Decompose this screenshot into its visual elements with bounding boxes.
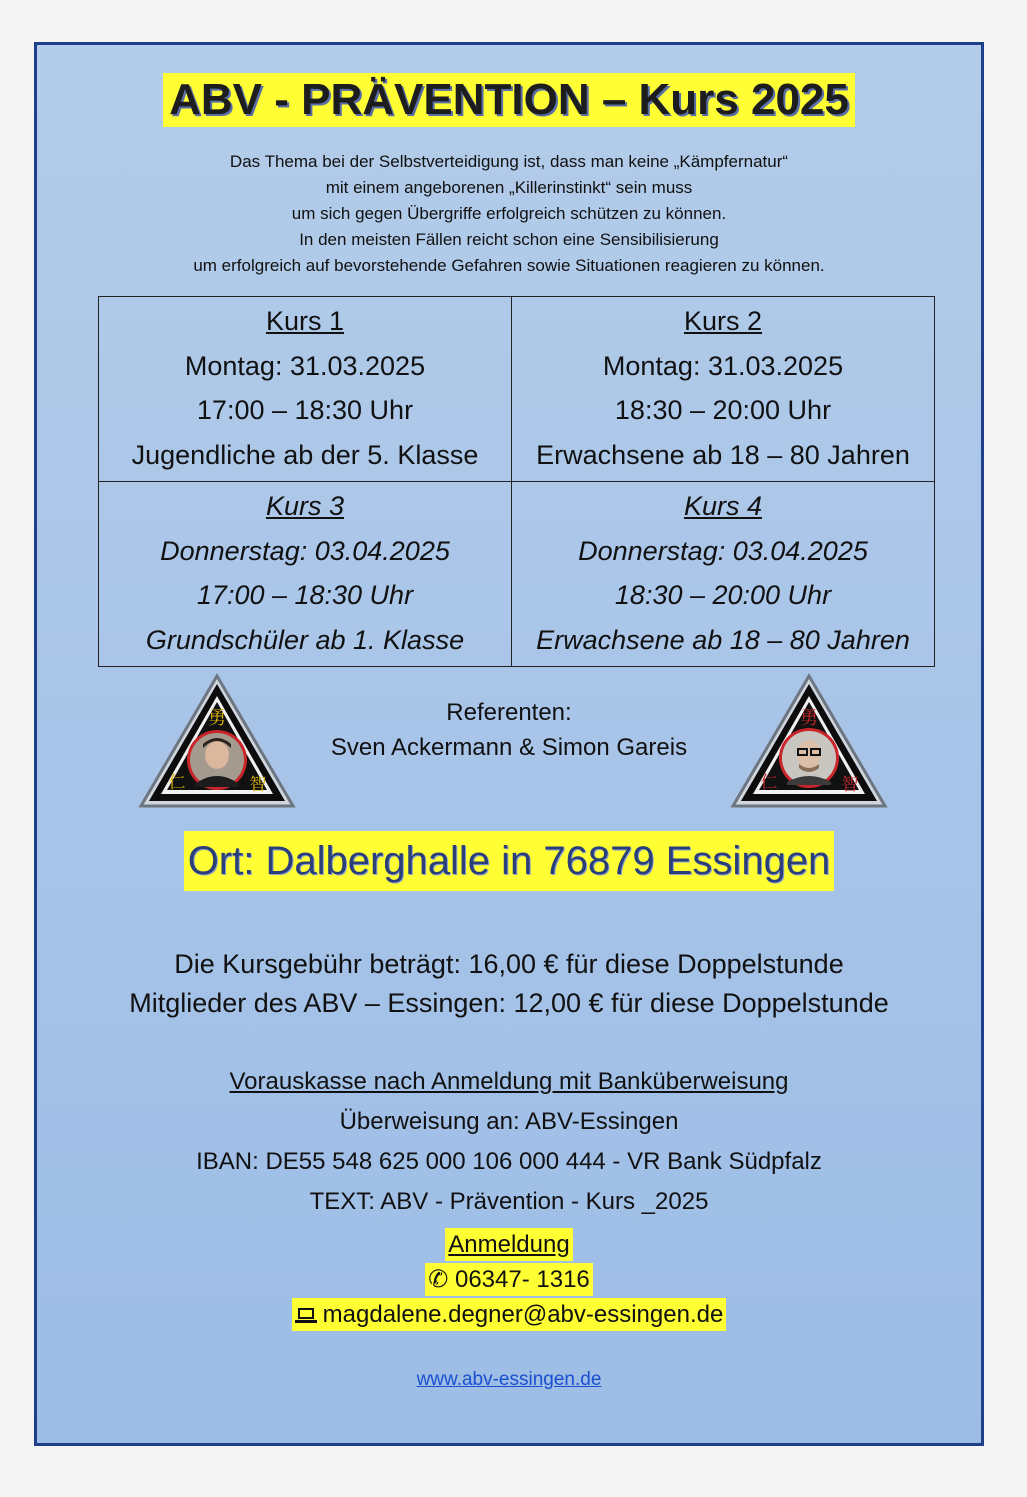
course-name: Kurs 3	[265, 491, 345, 521]
course-name: Kurs 1	[265, 306, 345, 336]
course-time: 17:00 – 18:30 Uhr	[196, 395, 414, 425]
emblem-glyph-left: 仁	[760, 773, 778, 793]
course-date: Donnerstag: 03.04.2025	[160, 535, 450, 566]
website-link[interactable]: www.abv-essingen.de	[416, 1369, 602, 1390]
course-group: Erwachsene ab 18 – 80 Jahren	[536, 439, 910, 470]
email-address: magdalene.degner@abv-essingen.de	[322, 1301, 724, 1328]
intro-line: um sich gegen Übergriffe erfolgreich schützen zu können.	[291, 204, 727, 223]
course-date: Donnerstag: 03.04.2025	[578, 535, 868, 566]
course-table	[98, 296, 935, 667]
course-time: 17:00 – 18:30 Uhr	[196, 580, 414, 610]
email-line[interactable]	[292, 1298, 727, 1331]
payment-reference-text: TEXT: ABV - Prävention - Kurs _2025	[309, 1188, 709, 1215]
course-group: Grundschüler ab 1. Klasse	[145, 624, 465, 655]
referenten-names: Sven Ackermann & Simon Gareis	[330, 734, 688, 761]
title-area	[37, 73, 981, 127]
phone-number: 06347- 1316	[454, 1266, 590, 1293]
course-cell-1	[99, 297, 512, 482]
course-time: 18:30 – 20:00 Uhr	[614, 580, 832, 610]
emblem-glyph-right: 智	[841, 775, 859, 795]
intro-text	[37, 149, 981, 279]
registration-heading: Anmeldung	[445, 1228, 572, 1261]
payment-block	[37, 1062, 981, 1222]
intro-line: Das Thema bei der Selbstverteidigung ist, dass man keine „Kämpfernatur“	[229, 152, 789, 171]
course-cell-4	[512, 482, 935, 667]
trainer-emblem-right	[729, 672, 889, 812]
page-title: ABV - PRÄVENTION – Kurs 2025	[163, 73, 855, 127]
location-area	[37, 831, 981, 891]
course-time: 18:30 – 20:00 Uhr	[614, 395, 832, 425]
course-name: Kurs 2	[683, 306, 763, 336]
referenten-label: Referenten:	[446, 699, 572, 726]
contact-block	[37, 1227, 981, 1332]
course-group: Jugendliche ab der 5. Klasse	[131, 439, 479, 470]
location-text: Ort: Dalberghalle in 76879 Essingen	[184, 831, 835, 891]
course-date: Montag: 31.03.2025	[602, 350, 844, 381]
flyer-poster	[34, 42, 984, 1446]
course-cell-3	[99, 482, 512, 667]
intro-line: um erfolgreich auf bevorstehende Gefahren sowie Situationen reagieren zu können.	[193, 256, 825, 275]
course-group: Erwachsene ab 18 – 80 Jahren	[536, 624, 910, 655]
phone-icon: ✆	[428, 1266, 449, 1293]
intro-line: mit einem angeborenen „Killerinstinkt“ sein muss	[325, 178, 693, 197]
payment-recipient: Überweisung an: ABV-Essingen	[339, 1108, 679, 1135]
emblem-glyph-right: 智	[249, 775, 267, 795]
course-cell-2	[512, 297, 935, 482]
course-row	[99, 297, 935, 482]
payment-heading: Vorauskasse nach Anmeldung mit Banküberweisung	[229, 1068, 789, 1095]
course-row	[99, 482, 935, 667]
emblem-glyph-top: 勇	[800, 708, 818, 729]
emblem-glyph-left: 仁	[168, 773, 186, 793]
fee-line-members: Mitglieder des ABV – Essingen: 12,00 € für diese Doppelstunde	[129, 988, 889, 1018]
intro-line: In den meisten Fällen reicht schon eine Sensibilisierung	[299, 230, 719, 249]
payment-iban: IBAN: DE55 548 625 000 106 000 444 - VR Bank Südpfalz	[196, 1148, 822, 1175]
laptop-icon	[295, 1307, 317, 1324]
fee-line-regular: Die Kursgebühr beträgt: 16,00 € für diese Doppelstunde	[174, 949, 844, 979]
fee-block	[37, 945, 981, 1023]
course-date: Montag: 31.03.2025	[184, 350, 426, 381]
emblem-glyph-top: 勇	[208, 708, 226, 729]
course-name: Kurs 4	[683, 491, 763, 521]
phone-line[interactable]	[425, 1263, 593, 1296]
